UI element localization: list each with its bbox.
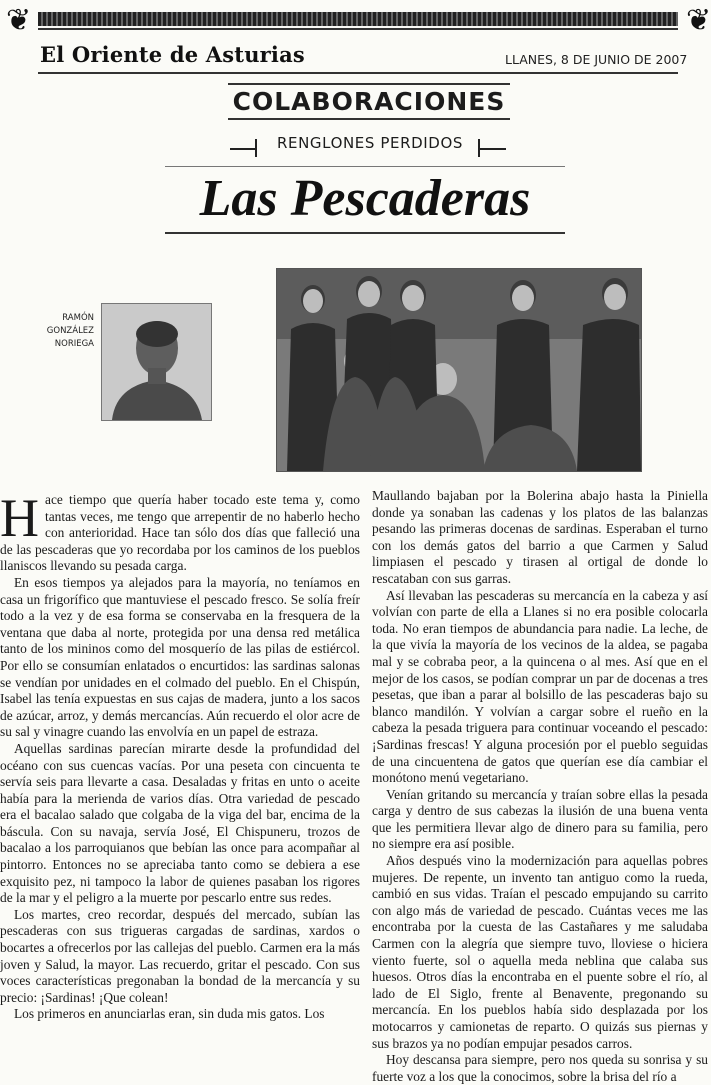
masthead-rule-thin: [38, 28, 678, 30]
article-paragraph: Los martes, creo recordar, después del mercado, subían las pescaderas con sus trigueras cargadas de sardinas, xardos o bocartes a ofrecerlos por las callejas del pueblo. Carmen era la más joven y Salud, la mayor. Las recuerdo, gritar el pescado. Con sus voces características pregonaban la bondad de la mercancía y su precio: ¡Sardinas! ¡Que colean!: [0, 906, 360, 1005]
article-paragraph: En esos tiempos ya alejados para la mayoría, no teníamos en casa un frigorífico que mantuviese el pescado fresco. Se solía freír todo a la vez y de esa forma se conservaba en la fresquera de la ventana que daba al norte, protegida por una densa red metálica tanto de los mininos como del mosquerío de las pilas de estiércol. Por ello se consumían enlatados o encurtidos: las sardinas salonas se vendían por unidades en el colmado del pueblo. En el Chispún, Isabel las tenía expuestas en sus cajas de madera, junto a los sacos de azúcar, arroz, y demás mercancías. Aún recuerdo el olor acre de su sal y vinagre cuando las envolvía en un papel de estraza.: [0, 574, 360, 740]
corner-ornament-icon: ❦: [6, 3, 32, 38]
headline: Las Pescaderas: [165, 166, 565, 234]
author-photo: [101, 303, 212, 421]
article-paragraph: Así llevaban las pescaderas su mercancía en la cabeza y así volvían con parte de ella a Llanes si no era posible colocarla toda. No eran tiempos de abundancia para nadie. La leche, de la que vivía la mayoría de los vecinos de la aldea, se pagaba mal y se cobraba peor, a la quincena o al mes. Así que en el mejor de los casos, se podían comprar un par de docenas a tres pesetas, que iban a parar al bolsillo de las pescaderas bajo su blanco mandilón. Y volvían a cargar sobre el rueño en la cabeza la pesada triguera para continuar voceando el pescado: ¡Sardinas frescas! Y alguna procesión por el pueblo seguidas de una cincuentena de gatos que querían ese día cambiar el monótono menú vegetariano.: [372, 587, 708, 786]
date-line: LLANES, 8 DE JUNIO DE 2007: [505, 52, 688, 67]
article-paragraph: Años después vino la modernización para aquellas pobres mujeres. De repente, un invento tan antiguo como la rueda, cambió en sus vidas. Traían el pescado empujando su carrito con algo más de variedad de pescado. Cuántas veces me las encontraba por la cuesta de las Castañares y me saludaba Carmen con la alegría que siempre tuvo, lloviese o hiciera viento fuerte, sol o aquella meda neblina que calaba sus huesos. Otros días la encontraba en el puente sobre el río, al lado de El Siglo, frente al Benavente, pregonando su mercancía. En los pueblos había sido desplazada por los motocarros y camionetas de reparto. O quizás sus piernas y sus brazos ya no podían empujar pesados carros.: [372, 853, 708, 1051]
header-rule: [38, 72, 678, 74]
subsection-title: RENGLONES PERDIDOS: [277, 134, 463, 152]
article-column-1: [0, 488, 360, 1023]
article-paragraph: Los primeros en anunciarlas eran, sin duda mis gatos. Los: [14, 1006, 325, 1022]
paragraph-text: ace tiempo que quería haber tocado este tema y, como tantas veces, me tengo que arrepentir de no haberlo hecho con anterioridad. Hace tan sólo dos días que falleció una de las pescaderas que yo recordaba por los caminos de los pueblos llaniscos llevando su pesada carga.: [0, 492, 360, 574]
corner-ornament-icon: ❦: [686, 3, 711, 38]
paper-name: El Oriente de Asturias: [40, 42, 305, 67]
article-column-2: [372, 488, 708, 1085]
section-title: COLABORACIONES: [228, 83, 510, 120]
masthead-rule: [38, 12, 678, 26]
article-paragraph: Hoy descansa para siempre, pero nos queda su sonrisa y su fuerte voz a los que la conocimos, sobre la brisa del río a: [372, 1052, 708, 1084]
article-paragraph: Aquellas sardinas parecían mirarte desde la profundidad del océano con sus cuencas vacías. Por una peseta con cincuenta te servía seis para llevarte a casa. Desaladas y fritas en unto o aceite había para la merienda de varios días. Otra variedad de pescado era el bacalao salado que colgaba de la viga del bar, encima de la báscula. Con su navaja, servía José, El Chispuneru, trozos de bacalao a los parroquianos que bebían las once para acompañar al pintorro. Entonces no se apreciaba tanto como se debiera a ese exquisito pez, ni tampoco la labor de quienes pasaban los rigores de la mar y el peligro a la muerte por pescarlo entre sus redes.: [0, 740, 360, 906]
author-byline: [40, 312, 94, 351]
author-portrait: [102, 304, 211, 420]
drop-cap: H: [0, 488, 39, 548]
author-line: GONZÁLEZ: [46, 326, 94, 336]
article-paragraph: Maullando bajaban por la Bolerina abajo hasta la Piniella donde ya sonaban las cadenas y los platos de las balanzas pesando las primeras docenas de sardinas. Esperaban el turno con los demás gatos del barrio a que Carmen y Salud limpiasen el pescado y tirasen al ortigal de donde lo rescataban con sus garras.: [372, 488, 708, 586]
subsection-bar-right: [480, 148, 506, 150]
author-line: RAMÓN: [62, 313, 94, 323]
article-paragraph: [0, 488, 360, 575]
group-photo-image: [277, 269, 641, 471]
author-line: NORIEGA: [54, 339, 94, 349]
group-photo: [276, 268, 642, 472]
article-paragraph: Venían gritando su mercancía y traían sobre ellas la pesada carga y dentro de sus cabezas la ilusión de una buena venta que les permitiera llevar algo de dinero para su familia, pero no siempre era así posible.: [372, 786, 708, 852]
